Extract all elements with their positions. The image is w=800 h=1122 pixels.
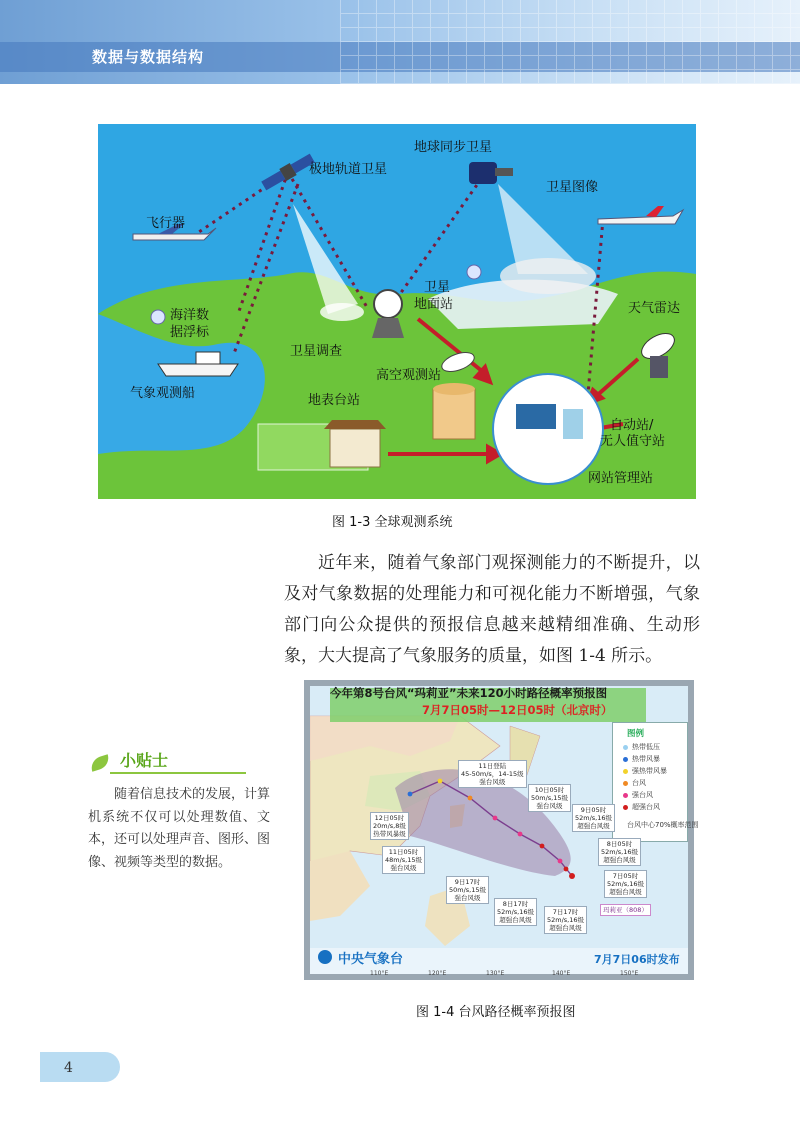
label-buoy-line2: 据浮标 bbox=[170, 325, 210, 340]
forecast-tag bbox=[494, 898, 537, 926]
forecast-tag-line: 12日05时 bbox=[374, 814, 405, 822]
forecast-tag-line: 52m/s,16级 bbox=[497, 908, 535, 916]
figure-1-4-caption: 图 1-4 台风路径概率预报图 bbox=[416, 1005, 576, 1020]
label-upper-air-station: 高空观测站 bbox=[376, 368, 442, 383]
legend-swatch bbox=[623, 781, 628, 786]
forecast-tag bbox=[382, 846, 425, 874]
body-paragraph: 近年来，随着气象部门观探测能力的不断提升，以及对气象数据的处理能力和可视化能力不断增强，气象部门向公众提供的预报信息越来越精细准确、生动形象，大大提高了气象服务的质量，如图 1-4 所示。 bbox=[284, 553, 700, 666]
forecast-tag-line: 超强台风级 bbox=[577, 822, 610, 830]
forecast-tag-line: 超强台风级 bbox=[609, 888, 642, 896]
forecast-tag bbox=[370, 812, 409, 840]
forecast-tag-line: 7日05时 bbox=[612, 872, 639, 880]
forecast-tag-line: 热带风暴级 bbox=[373, 830, 406, 838]
forecast-tag-line: 20m/s,8级 bbox=[373, 822, 406, 830]
forecast-tag-line: 9日17时 bbox=[454, 878, 481, 886]
page-number: 4 bbox=[64, 1060, 73, 1076]
forecast-tag-line: 52m/s,16级 bbox=[547, 916, 585, 924]
legend-item: 热带风暴 bbox=[623, 753, 687, 765]
forecast-tag bbox=[604, 870, 647, 898]
forecast-tag-line: 7日17时 bbox=[552, 908, 579, 916]
legend-item: 强热带风暴 bbox=[623, 765, 687, 777]
label-ground-station-line1: 卫星 bbox=[424, 280, 451, 295]
legend-swatch bbox=[623, 757, 628, 762]
forecast-tag-line: 50m/s,15级 bbox=[531, 794, 569, 802]
forecast-tag-line: 45-50m/s，14-15级 bbox=[461, 770, 524, 778]
tip-title: 小贴士 bbox=[120, 751, 169, 770]
label-network-center: 网站管理站 bbox=[588, 471, 654, 486]
forecast-tag bbox=[528, 784, 571, 812]
forecast-tag-line: 强台风级 bbox=[479, 778, 506, 786]
tip-text: 随着信息技术的发展，计算机系统不仅可以处理数值、文本，还可以处理声音、图形、图像、视频等类型的数据。 bbox=[88, 787, 271, 870]
longitude-label: 120°E bbox=[428, 970, 447, 977]
map-subtitle: 7月7日05时—12日05时（北京时） bbox=[422, 703, 613, 717]
forecast-tag-line: 11日登陆 bbox=[478, 762, 507, 770]
page-header bbox=[0, 0, 800, 84]
forecast-tag bbox=[458, 760, 527, 788]
header-decoration bbox=[340, 0, 800, 84]
figure-1-3-caption: 图 1-3 全球观测系统 bbox=[332, 515, 453, 530]
cma-logo-icon bbox=[318, 950, 332, 964]
label-auto-station-line1: 自动站/ bbox=[610, 418, 654, 433]
forecast-tag-line: 48m/s,15级 bbox=[385, 856, 423, 864]
forecast-tag bbox=[446, 876, 489, 904]
label-weather-ship: 气象观测船 bbox=[130, 386, 196, 401]
legend-probability: 台风中心70%概率范围 bbox=[627, 821, 699, 829]
forecast-tag-line: 9日05时 bbox=[580, 806, 607, 814]
legend-title: 图例 bbox=[627, 729, 645, 739]
label-surface-station: 地表台站 bbox=[308, 393, 361, 408]
label-weather-radar: 天气雷达 bbox=[628, 301, 681, 316]
forecast-tag-line: 8日05时 bbox=[606, 840, 633, 848]
forecast-tag-line: 8日17时 bbox=[502, 900, 529, 908]
figure-global-observing-system bbox=[98, 124, 696, 499]
chapter-title: 数据与数据结构 bbox=[92, 48, 205, 66]
forecast-tag-line: 10日05时 bbox=[534, 786, 565, 794]
typhoon-name-label: 玛莉亚（808） bbox=[600, 904, 651, 916]
label-buoy-line1: 海洋数 bbox=[170, 308, 210, 323]
forecast-tag-line: 超强台风级 bbox=[499, 916, 532, 924]
longitude-label: 130°E bbox=[486, 970, 505, 977]
forecast-tag-line: 强台风级 bbox=[390, 864, 417, 872]
legend-swatch bbox=[623, 793, 628, 798]
legend-swatch bbox=[623, 745, 628, 750]
forecast-tag-line: 50m/s,15级 bbox=[449, 886, 487, 894]
tip-divider bbox=[110, 772, 246, 774]
label-geo-satellite: 地球同步卫星 bbox=[414, 140, 493, 155]
label-polar-satellite: 极地轨道卫星 bbox=[309, 162, 388, 177]
label-ground-station-line2: 地面站 bbox=[414, 297, 454, 312]
forecast-tag-line: 强台风级 bbox=[454, 894, 481, 902]
map-title: 今年第8号台风“玛莉亚”未来120小时路径概率预报图 bbox=[330, 686, 608, 700]
leaf-icon bbox=[89, 754, 112, 772]
longitude-label: 140°E bbox=[552, 970, 571, 977]
forecast-tag-line: 52m/s,16级 bbox=[601, 848, 639, 856]
label-satellite-image: 卫星图像 bbox=[546, 180, 599, 195]
map-legend bbox=[612, 722, 699, 842]
legend-item: 热带低压 bbox=[623, 741, 687, 753]
label-aircraft: 飞行器 bbox=[146, 216, 186, 231]
forecast-tag-line: 52m/s,16级 bbox=[575, 814, 613, 822]
page-number-badge bbox=[40, 1052, 120, 1082]
legend-item: 超强台风 bbox=[623, 801, 687, 813]
forecast-tag-line: 52m/s,16级 bbox=[607, 880, 645, 888]
legend-swatch bbox=[623, 805, 628, 810]
forecast-tag-line: 超强台风级 bbox=[549, 924, 582, 932]
label-auto-station-line2: 无人值守站 bbox=[600, 434, 666, 449]
forecast-tag bbox=[544, 906, 587, 934]
legend-item: 强台风 bbox=[623, 789, 687, 801]
longitude-label: 150°E bbox=[620, 970, 639, 977]
longitude-label: 110°E bbox=[370, 970, 389, 977]
release-time: 7月7日06时发布 bbox=[594, 953, 680, 966]
label-satellite-survey: 卫星调查 bbox=[290, 344, 343, 359]
forecast-tag bbox=[572, 804, 615, 832]
forecast-tag bbox=[598, 838, 641, 866]
forecast-tag-line: 强台风级 bbox=[536, 802, 563, 810]
legend-item: 台风 bbox=[623, 777, 687, 789]
forecast-tag-line: 超强台风级 bbox=[603, 856, 636, 864]
forecast-tag-line: 11日05时 bbox=[388, 848, 419, 856]
agency-name: 中央气象台 bbox=[338, 952, 404, 967]
legend-swatch bbox=[623, 769, 628, 774]
